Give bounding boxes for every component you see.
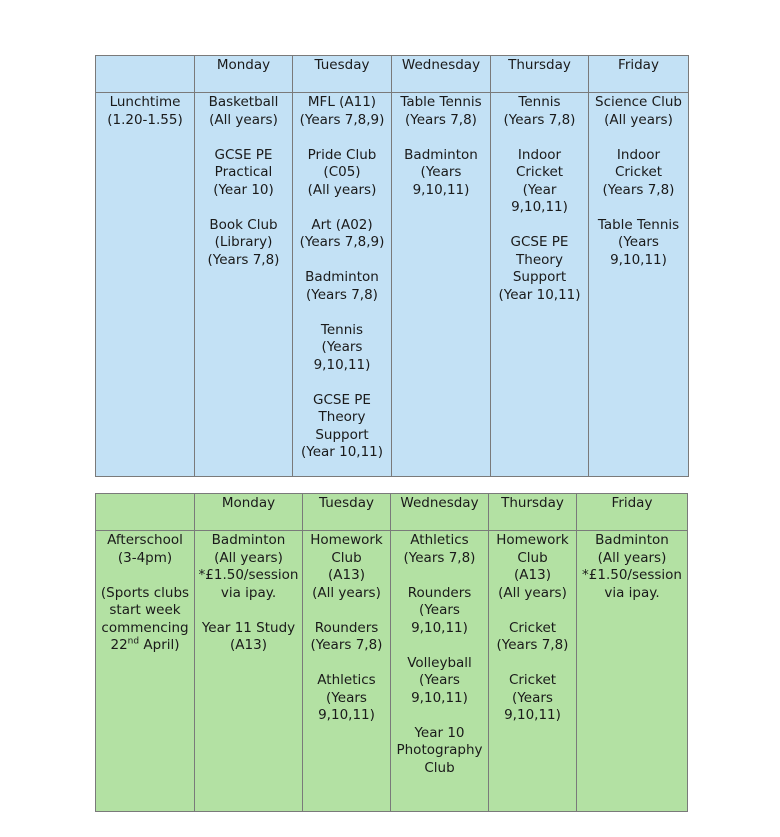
afterschool-monday-clubs: Badminton (All years) *£1.50/session via ipay. Year 11 Study (A13) bbox=[195, 531, 303, 812]
lunchtime-thursday-clubs: Tennis (Years 7,8) Indoor Cricket (Year 9,10,11) GCSE PE Theory Support (Year 10,11) bbox=[491, 93, 589, 477]
afterschool-header-monday: Monday bbox=[195, 494, 303, 531]
afterschool-header-row bbox=[96, 494, 688, 531]
lunchtime-friday-clubs: Science Club (All years) Indoor Cricket (Years 7,8) Table Tennis (Years 9,10,11) bbox=[589, 93, 689, 477]
afterschool-header-wednesday: Wednesday bbox=[391, 494, 489, 531]
afterschool-session-label-main: Afterschool (3-4pm) (Sports clubs start week commencing 22 bbox=[100, 532, 190, 653]
lunchtime-header-thursday: Thursday bbox=[491, 56, 589, 93]
lunchtime-header-row bbox=[96, 56, 689, 93]
lunchtime-session-label: Lunchtime (1.20-1.55) bbox=[96, 93, 195, 477]
afterschool-session-label bbox=[96, 531, 195, 812]
lunchtime-wednesday-clubs: Table Tennis (Years 7,8) Badminton (Years 9,10,11) bbox=[392, 93, 491, 477]
lunchtime-clubs-row bbox=[96, 93, 689, 477]
lunchtime-header-friday: Friday bbox=[589, 56, 689, 93]
afterschool-wednesday-clubs: Athletics (Years 7,8) Rounders (Years 9,10,11) Volleyball (Years 9,10,11) Year 10 Photography Club bbox=[391, 531, 489, 812]
afterschool-header-corner bbox=[96, 494, 195, 531]
afterschool-timetable bbox=[95, 493, 688, 812]
afterschool-session-label-end: April) bbox=[139, 637, 180, 653]
lunchtime-monday-clubs: Basketball (All years) GCSE PE Practical (Year 10) Book Club (Library) (Years 7,8) bbox=[195, 93, 293, 477]
afterschool-header-tuesday: Tuesday bbox=[303, 494, 391, 531]
lunchtime-header-monday: Monday bbox=[195, 56, 293, 93]
lunchtime-timetable bbox=[95, 55, 689, 477]
lunchtime-tuesday-clubs: MFL (A11) (Years 7,8,9) Pride Club (C05) (All years) Art (A02) (Years 7,8,9) Badminton (Years 7,8) Tennis (Years 9,10,11) GCSE PE Theory Support (Year 10,11) bbox=[293, 93, 392, 477]
afterschool-header-friday: Friday bbox=[577, 494, 688, 531]
afterschool-friday-clubs: Badminton (All years) *£1.50/session via ipay. bbox=[577, 531, 688, 812]
afterschool-tuesday-clubs: Homework Club (A13) (All years) Rounders (Years 7,8) Athletics (Years 9,10,11) bbox=[303, 531, 391, 812]
afterschool-date-suffix: nd bbox=[127, 636, 140, 647]
lunchtime-header-corner bbox=[96, 56, 195, 93]
lunchtime-header-wednesday: Wednesday bbox=[392, 56, 491, 93]
afterschool-thursday-clubs: Homework Club (A13) (All years) Cricket (Years 7,8) Cricket (Years 9,10,11) bbox=[489, 531, 577, 812]
afterschool-clubs-row bbox=[96, 531, 688, 812]
afterschool-header-thursday: Thursday bbox=[489, 494, 577, 531]
lunchtime-header-tuesday: Tuesday bbox=[293, 56, 392, 93]
